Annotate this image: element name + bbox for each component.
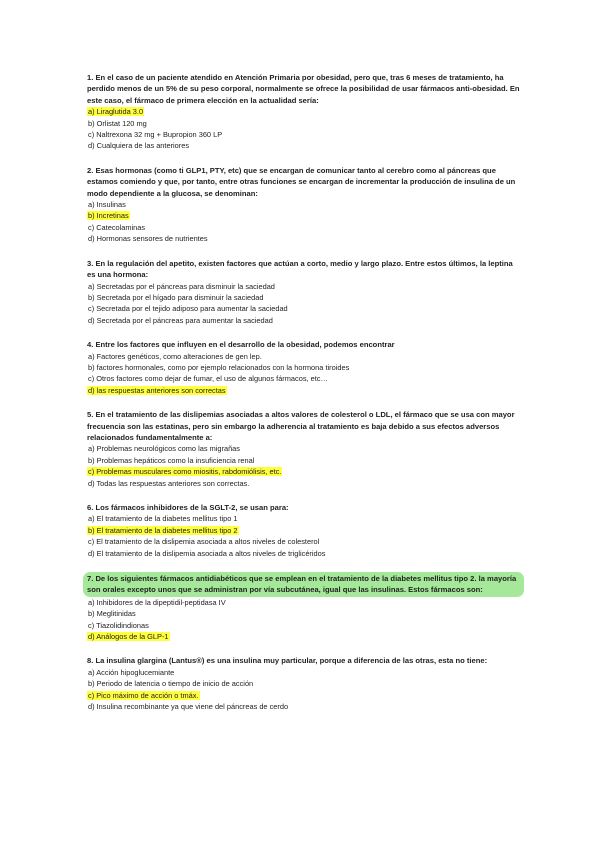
answer-option-text: c) Problemas musculares como miositis, rabdomiólisis, etc.	[88, 467, 282, 477]
answer-option-text: b) factores hormonales, como por ejemplo relacionados con la hormona tiroides	[88, 362, 350, 372]
answer-option-text: b) Periodo de latencia o tiempo de inicio de acción	[88, 679, 254, 689]
answer-option-text: c) Catecolaminas	[88, 222, 146, 232]
question-7	[87, 572, 520, 642]
answer-option-text: c) Otros factores como dejar de fumar, el uso de algunos fármacos, etc…	[88, 374, 328, 384]
answer-option	[87, 373, 520, 384]
answer-option	[87, 233, 520, 244]
answer-option-text: d) Todas las respuestas anteriores son correctas.	[88, 478, 250, 488]
answer-option	[87, 362, 520, 373]
question-5	[87, 409, 520, 489]
answer-option-text: b) Meglitinidas	[88, 609, 136, 619]
answer-option	[87, 548, 520, 559]
answer-option	[87, 608, 520, 619]
question-stem: 5. En el tratamiento de las dislipemias asociadas a altos valores de colesterol o LDL, el fármaco que se usa con mayor frecuencia son las estatinas, pero sin embargo la adherencia al tratamiento es baja debido a sus efectos adversos relacionados fundamentalmente a:	[87, 410, 515, 442]
answer-option-text: a) Acción hipoglucemiante	[88, 667, 175, 677]
answer-option	[87, 620, 520, 631]
answer-option-text: d) las respuestas anteriores son correctas	[88, 385, 226, 395]
answer-option-text: a) Factores genéticos, como alteraciones de gen lep.	[88, 351, 262, 361]
answer-option-text: c) Naltrexona 32 mg + Bupropion 360 LP	[88, 130, 223, 140]
answer-option-highlighted	[87, 385, 520, 396]
answer-option-text: b) El tratamiento de la diabetes mellitus tipo 2	[88, 525, 238, 535]
answer-options	[87, 597, 520, 643]
answer-option	[87, 597, 520, 608]
question-stem: 1. En el caso de un paciente atendido en Atención Primaria por obesidad, pero que, tras 6 meses de tratamiento, ha perdido menos de un 5% de su peso corporal, normalmente se ofrece la posibilidad de usar fármacos anti-obesidad. En este caso, el fármaco de primera elección en la actualidad sería:	[87, 73, 520, 105]
answer-option-text: a) El tratamiento de la diabetes mellitus tipo 1	[88, 514, 238, 524]
answer-option	[87, 478, 520, 489]
answer-option-text: d) Secretada por el páncreas para aumentar la saciedad	[88, 315, 273, 325]
answer-option	[87, 443, 520, 454]
answer-options	[87, 513, 520, 559]
answer-option-text: b) Incretinas	[88, 211, 129, 221]
question-4	[87, 339, 520, 396]
answer-options	[87, 443, 520, 489]
answer-option	[87, 129, 520, 140]
question-stem: 3. En la regulación del apetito, existen factores que actúan a corto, medio y largo plazo. Entre estos últimos, la leptina es una hormona:	[87, 258, 513, 280]
answer-option	[87, 701, 520, 712]
answer-option-text: d) Hormonas sensores de nutrientes	[88, 234, 208, 244]
question-stem: 8. La insulina glargina (Lantus®) es una insulina muy particular, porque a diferencia de las otras, esta no tiene:	[87, 656, 488, 666]
answer-option	[87, 513, 520, 524]
answer-option-text: b) Orlistat 120 mg	[88, 118, 147, 128]
answer-option	[87, 303, 520, 314]
question-2	[87, 165, 520, 245]
question-list	[87, 72, 520, 713]
question-6	[87, 502, 520, 559]
answer-option-highlighted	[87, 210, 520, 221]
answer-option-text: a) Insulinas	[88, 200, 126, 210]
answer-option	[87, 667, 520, 678]
answer-option-text: b) Problemas hepáticos como la insuficiencia renal	[88, 455, 255, 465]
answer-option	[87, 315, 520, 326]
answer-option-text: a) Liraglutida 3.0	[88, 107, 144, 117]
answer-option-text: d) Insulina recombinante ya que viene del páncreas de cerdo	[88, 702, 289, 712]
question-1	[87, 72, 520, 152]
answer-option	[87, 222, 520, 233]
answer-option	[87, 199, 520, 210]
answer-option-text: c) Pico máximo de acción o tmáx.	[88, 690, 199, 700]
answer-option-text: a) Inhibidores de la dipeptidil-peptidasa IV	[88, 597, 226, 607]
answer-options	[87, 199, 520, 245]
answer-options	[87, 351, 520, 397]
answer-option-highlighted	[87, 106, 520, 117]
answer-options	[87, 106, 520, 152]
answer-options	[87, 281, 520, 327]
answer-option	[87, 281, 520, 292]
answer-option-text: a) Problemas neurológicos como las migrañas	[88, 444, 240, 454]
answer-options	[87, 667, 520, 713]
question-stem: 4. Entre los factores que influyen en el desarrollo de la obesidad, podemos encontrar	[87, 340, 395, 350]
answer-option-text: c) El tratamiento de la dislipemia asociada a altos niveles de colesterol	[88, 537, 320, 547]
answer-option-text: a) Secretadas por el páncreas para disminuir la saciedad	[88, 281, 275, 291]
answer-option-highlighted	[87, 631, 520, 642]
answer-option	[87, 536, 520, 547]
answer-option-text: d) El tratamiento de la dislipemia asociada a altos niveles de triglicéridos	[88, 548, 326, 558]
answer-option-text: c) Tiazolidindionas	[88, 620, 149, 630]
question-3	[87, 258, 520, 326]
answer-option	[87, 678, 520, 689]
answer-option	[87, 351, 520, 362]
answer-option	[87, 140, 520, 151]
answer-option-text: d) Análogos de la GLP-1	[88, 632, 169, 642]
question-stem: 6. Los fármacos inhibidores de la SGLT-2, se usan para:	[87, 503, 289, 512]
question-stem: 2. Esas hormonas (como ti GLP1, PTY, etc) que se encargan de comunicar tanto al cerebro como al páncreas que estamos comiendo y que, por tanto, entre otras funciones se encargan de incrementar la producción de insulina de un modo dependiente a la glucosa, se denominan:	[87, 165, 516, 198]
answer-option-text: c) Secretada por el tejido adiposo para aumentar la saciedad	[88, 304, 288, 314]
answer-option-text: b) Secretada por el hígado para disminuir la saciedad	[88, 292, 264, 302]
answer-option-highlighted	[87, 525, 520, 536]
answer-option	[87, 292, 520, 303]
answer-option-highlighted	[87, 466, 520, 477]
answer-option	[87, 455, 520, 466]
answer-option	[87, 118, 520, 129]
answer-option-text: d) Cualquiera de las anteriores	[88, 141, 190, 151]
question-stem: 7. De los siguientes fármacos antidiabéticos que se emplean en el tratamiento de la diabetes mellitus tipo 2. la mayoría son orales excepto unos que se administran por vía subcutánea, igual que las insulinas. Estos fármacos son:	[83, 572, 524, 597]
answer-option-highlighted	[87, 690, 520, 701]
question-8	[87, 655, 520, 712]
